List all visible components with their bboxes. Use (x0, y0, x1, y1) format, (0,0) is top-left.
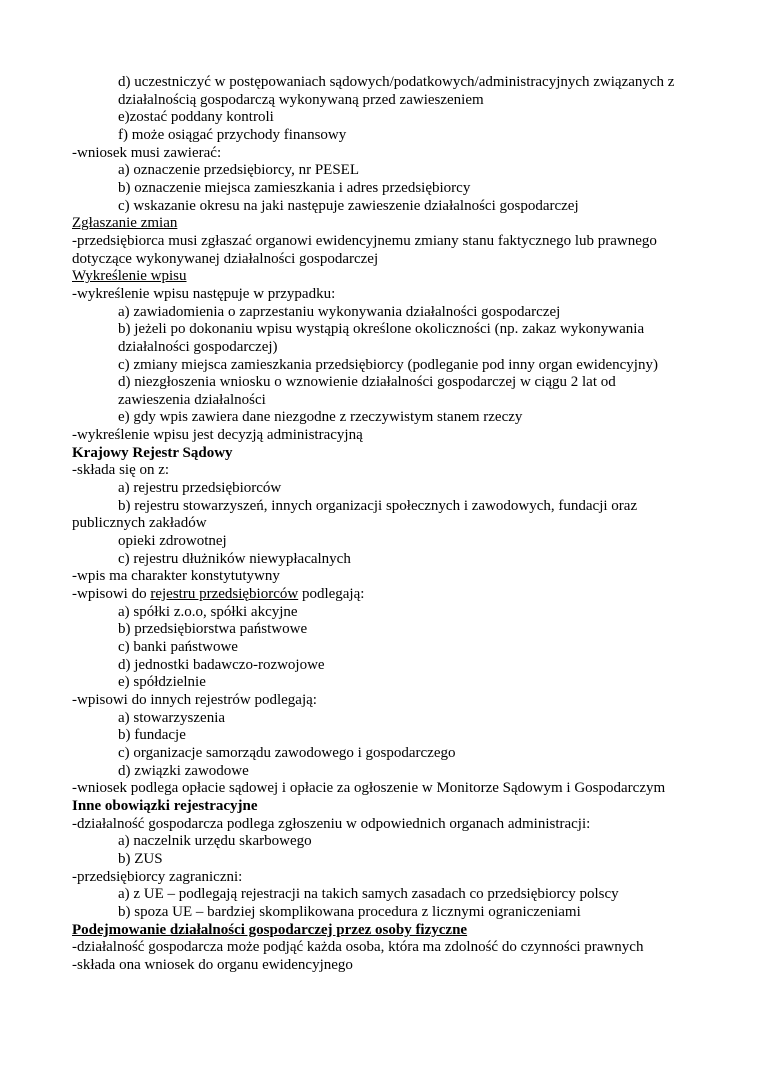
text-segment: publicznych zakładów (72, 515, 207, 532)
text-line (72, 639, 712, 657)
text-segment: -przedsiębiorcy zagraniczni: (72, 868, 243, 885)
text-segment: -wniosek musi zawierać: (72, 144, 222, 161)
text-line (72, 957, 712, 975)
text-segment: b) oznaczenie miejsca zamieszkania i adres przedsiębiorcy (118, 179, 471, 196)
text-segment: d) uczestniczyć w postępowaniach sądowych/podatkowych/administracyjnych związanych z (118, 74, 675, 90)
text-line (72, 268, 712, 286)
text-line (72, 533, 712, 551)
text-line (72, 833, 712, 851)
text-segment: c) banki państwowe (118, 639, 238, 655)
text-line (72, 674, 712, 692)
document-content (72, 74, 712, 974)
text-segment: podlegają: (298, 586, 365, 603)
text-segment: -działalność gospodarcza podlega zgłoszeniu w odpowiednich organach administracji: (72, 815, 591, 832)
text-segment: dotyczące wykonywanej działalności gospodarczej (72, 250, 379, 267)
text-segment: -wykreślenie wpisu następuje w przypadku: (72, 285, 336, 302)
text-segment: b) przedsiębiorstwa państwowe (118, 621, 308, 638)
text-segment: b) ZUS (118, 850, 163, 867)
text-segment: a) stowarzyszenia (118, 709, 226, 726)
text-line (72, 816, 712, 834)
text-line (72, 745, 712, 763)
text-segment: c) rejestru dłużników niewypłacalnych (118, 550, 351, 567)
underlined-text: Podejmowanie działalności gospodarczej przez osoby fizyczne (72, 921, 468, 938)
text-segment: Krajowy Rejestr Sądowy (72, 444, 233, 461)
text-line (72, 568, 712, 586)
text-line (72, 480, 712, 498)
text-line (72, 392, 712, 410)
text-segment: -wpisowi do innych rejestrów podlegają: (72, 691, 317, 708)
text-segment: b) spoza UE – bardziej skomplikowana procedura z licznymi ograniczeniami (118, 903, 581, 920)
text-line (72, 586, 712, 604)
text-segment: Inne obowiązki rejestracyjne (72, 797, 258, 814)
underlined-text: Wykreślenie wpisu (72, 268, 187, 285)
text-line (72, 109, 712, 127)
text-segment: opieki zdrowotnej (118, 533, 227, 550)
text-segment: działalnością gospodarczą wykonywaną przed zawieszeniem (118, 91, 484, 108)
text-segment: c) zmiany miejsca zamieszkania przedsiębiorcy (podleganie pod inny organ ewidencyjny) (118, 356, 658, 373)
text-line (72, 498, 712, 516)
text-line (72, 374, 712, 392)
text-line (72, 445, 712, 463)
text-line (72, 409, 712, 427)
text-line (72, 515, 712, 533)
text-line (72, 321, 712, 339)
text-segment: f) może osiągać przychody finansowy (118, 126, 347, 143)
text-line (72, 304, 712, 322)
text-segment: -składa ona wniosek do organu ewidencyjnego (72, 956, 353, 973)
text-line (72, 604, 712, 622)
underlined-text: rejestru przedsiębiorców (150, 586, 299, 603)
text-segment: e) gdy wpis zawiera dane niezgodne z rzeczywistym stanem rzeczy (118, 409, 523, 426)
text-line (72, 886, 712, 904)
text-segment: c) wskazanie okresu na jaki następuje zawieszenie działalności gospodarczej (118, 197, 579, 214)
text-segment: e) spółdzielnie (118, 674, 206, 691)
text-segment: a) rejestru przedsiębiorców (118, 480, 282, 497)
text-line (72, 710, 712, 728)
text-segment: b) fundacje (118, 727, 186, 744)
text-line (72, 145, 712, 163)
text-line (72, 180, 712, 198)
text-line (72, 233, 712, 251)
text-line (72, 286, 712, 304)
text-line (72, 621, 712, 639)
text-segment: -wpisowi do (72, 586, 151, 603)
text-line (72, 657, 712, 675)
text-segment: c) organizacje samorządu zawodowego i gospodarczego (118, 744, 456, 761)
text-line (72, 92, 712, 110)
text-line (72, 922, 712, 940)
text-line (72, 339, 712, 357)
text-line (72, 198, 712, 216)
text-line (72, 727, 712, 745)
text-segment: d) niezgłoszenia wniosku o wznowienie działalności gospodarczej w ciągu 2 lat od (118, 374, 616, 391)
text-line (72, 127, 712, 145)
text-segment: b) jeżeli po dokonaniu wpisu wystąpią określone okoliczności (np. zakaz wykonywania (118, 321, 645, 338)
text-line (72, 851, 712, 869)
text-line (72, 162, 712, 180)
text-segment: e)zostać poddany kontroli (118, 109, 274, 126)
text-segment: d) jednostki badawczo-rozwojowe (118, 656, 325, 673)
text-line (72, 251, 712, 269)
text-segment: -wpis ma charakter konstytutywny (72, 568, 280, 585)
text-line (72, 904, 712, 922)
text-segment: -działalność gospodarcza może podjąć każda osoba, która ma zdolność do czynności prawnych (72, 939, 644, 956)
text-segment: a) oznaczenie przedsiębiorcy, nr PESEL (118, 162, 360, 179)
text-line (72, 551, 712, 569)
underlined-text: Zgłaszanie zmian (72, 215, 178, 232)
text-line (72, 462, 712, 480)
text-segment: działalności gospodarczej) (118, 338, 278, 355)
text-segment: -wykreślenie wpisu jest decyzją administracyjną (72, 427, 363, 444)
text-segment: -składa się on z: (72, 462, 170, 479)
text-line (72, 939, 712, 957)
text-segment: b) rejestru stowarzyszeń, innych organizacji społecznych i zawodowych, fundacji oraz (118, 497, 638, 514)
text-line (72, 692, 712, 710)
text-segment: -wniosek podlega opłacie sądowej i opłacie za ogłoszenie w Monitorze Sądowym i Gospodarczym (72, 780, 666, 797)
text-segment: zawieszenia działalności (118, 391, 266, 408)
text-segment: a) naczelnik urzędu skarbowego (118, 833, 312, 850)
text-line (72, 357, 712, 375)
text-segment: a) z UE – podlegają rejestracji na takich samych zasadach co przedsiębiorcy polscy (118, 886, 619, 903)
text-line (72, 427, 712, 445)
text-segment: a) zawiadomienia o zaprzestaniu wykonywania działalności gospodarczej (118, 303, 561, 320)
text-line (72, 74, 712, 92)
text-segment: -przedsiębiorca musi zgłaszać organowi ewidencyjnemu zmiany stanu faktycznego lub prawnego (72, 232, 657, 249)
text-line (72, 763, 712, 781)
text-segment: d) związki zawodowe (118, 762, 249, 779)
text-line (72, 215, 712, 233)
text-line (72, 798, 712, 816)
text-line (72, 869, 712, 887)
text-line (72, 780, 712, 798)
text-segment: a) spółki z.o.o, spółki akcyjne (118, 603, 298, 620)
